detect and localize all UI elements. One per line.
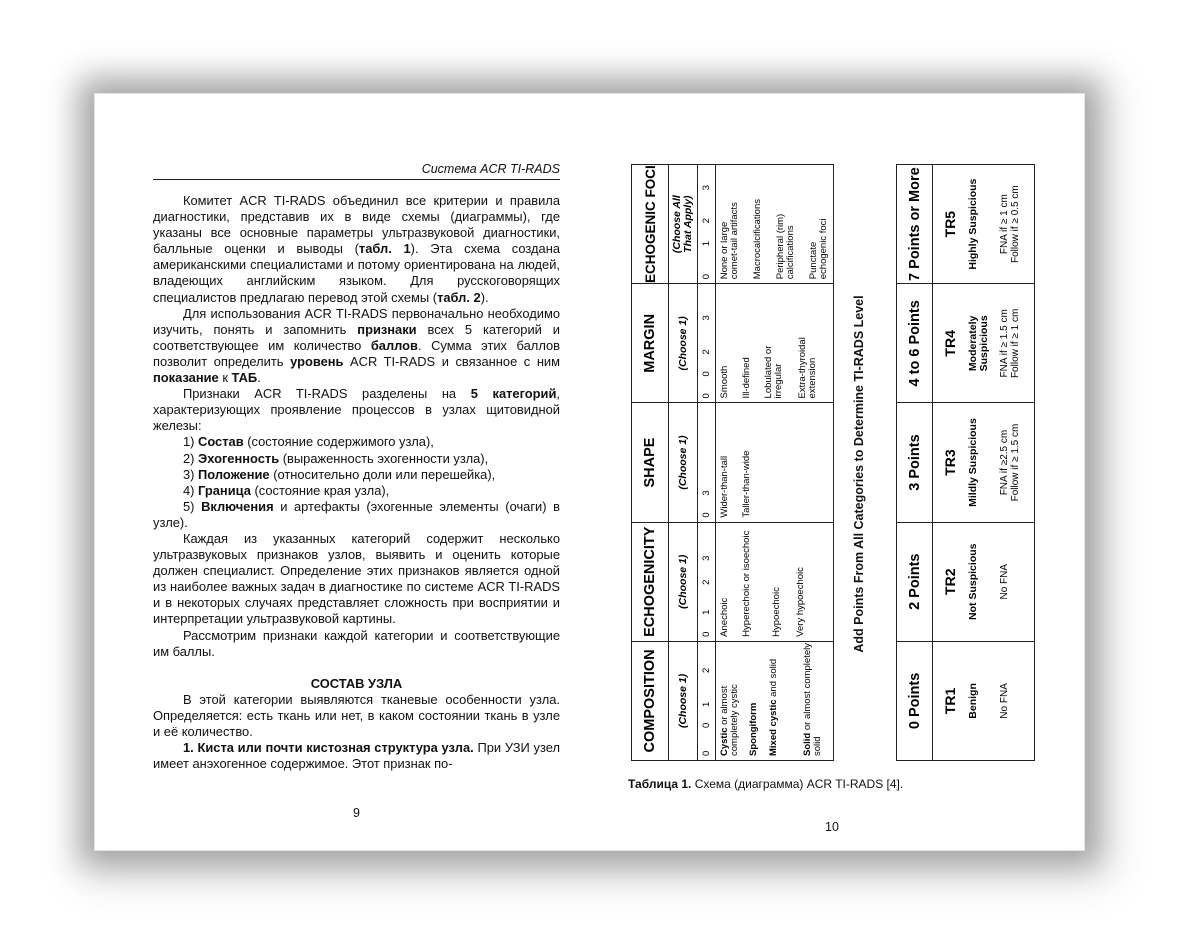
level-tr2 [933,522,1035,641]
bold-term: Эхогенность [198,450,280,466]
risk-label: Benign [967,683,979,719]
list-item [153,499,560,531]
table-ref-link: табл. 2 [437,289,481,305]
bold-term: Граница [198,482,251,498]
score-strip-echogenic-foci [698,165,716,284]
text-run: всех 5 категорий и соответствующее им количество [153,321,560,353]
bold-term: признаки [357,321,417,337]
bold-term: показание [153,370,219,386]
follow-recommendation: Follow if ≥ 1 cm [1010,308,1021,379]
page-number-left: 9 [353,806,360,820]
header-composition: COMPOSITION [632,641,669,760]
tr-label: TR4 [942,330,958,357]
bold-term: Включения [201,498,274,514]
item-none-comet-tail: None or large comet-tail artifacts [719,202,740,280]
text-run: ACR TI-RADS и связанное с ним [343,353,560,369]
item-punctate: Punctate echogenic foci [808,218,829,280]
item-peripheral-rim: Peripheral (rim) calcifications [775,213,796,280]
list-item [153,483,560,499]
score-value: 2 [701,579,712,585]
bold-term: 1. Киста или почти кистозная структура узла. [183,740,474,756]
list-item [153,434,560,450]
running-head: Система ACR TI-RADS [421,162,560,176]
item-macrocalcifications: Macrocalcifications [752,199,763,280]
score-value: 1 [701,701,712,707]
risk-label: Not Suspicious [967,543,979,620]
header-echogenicity: ECHOGENICITY [632,522,669,641]
score-value: 2 [701,667,712,673]
text-run: Комитет ACR TI-RADS объединил все критерии и правила диагностики, представив их в виде схемы (диаграммы), где указаны все основные параметры ультразвуковой диагностики, балльные оценки и выводы ( [153,193,560,257]
score-value: 3 [701,490,712,496]
table-ref-link: табл. 1 [358,241,411,257]
left-page-body [153,193,560,772]
paragraph-4: Каждая из указанных категорий содержит несколько ультразвуковых признаков узлов, выявить и оценить которые должен специалист. Определение этих признаков является одной из наиболее важных задач в диагностике по системе ACR TI-RADS и в некоторых случаях представляет сложность при восприятии и интерпретации ультразвуковой картины. [153,530,560,627]
fna-recommendation: No FNA [999,563,1010,600]
points-3: 3 Points [897,403,933,522]
bold-term: баллов [370,337,418,353]
points-4-6: 4 to 6 Points [897,284,933,403]
level-tr1 [933,641,1035,760]
tr-label: TR2 [942,568,958,595]
score-value: 2 [701,217,712,224]
choose-label: (Choose All That Apply) [669,165,698,284]
items-shape [716,403,834,522]
choose-label: (Choose 1) [669,522,698,641]
item-anechoic: Anechoic [719,597,730,637]
text-run: к [218,370,232,386]
add-points-label: Add Points From All Categories to Determine TI-RADS Level [852,295,866,653]
choose-label: (Choose 1) [669,284,698,403]
items-composition [716,641,834,760]
list-item [153,467,560,483]
score-value: 0 [701,371,712,377]
risk-label: Moderately Suspicious [967,315,990,372]
list-item [153,451,560,467]
item-taller-than-wide: Taller-than-wide [741,450,752,518]
item-solid: Solid or almost completely solid [802,643,823,756]
text-run: и артефакты (эхогенные элементы (очаги) в узле). [153,498,560,530]
fna-recommendation: FNA if ≥2.5 cm [999,429,1010,496]
score-value: 3 [701,555,712,561]
text-run: При УЗИ узел имеет анэхогенное содержимое. Этот признак по- [153,740,561,772]
bold-term: ТАБ [231,370,258,386]
score-value: 0 [701,512,712,518]
score-value: 0 [701,750,712,756]
score-value: 0 [701,393,712,399]
text-run: (состояние содержимого узла), [243,434,434,450]
header-shape: SHAPE [632,403,669,522]
fna-recommendation: FNA if ≥ 1 cm [999,194,1010,255]
paragraph-3 [153,386,560,434]
item-hyperechoic: Hyperechoic or isoechoic [741,530,752,637]
caption-text: Схема (диаграмма) ACR TI-RADS [4]. [691,777,904,791]
item-ill-defined: Ill-defined [741,357,752,399]
text-run: Признаки ACR TI-RADS разделены на [183,386,471,402]
fna-recommendation: No FNA [999,683,1010,719]
level-tr4 [933,284,1035,403]
list-number: 3) [183,466,199,482]
item-cystic: Cystic or almost completely cystic [719,684,740,756]
header-margin: MARGIN [632,284,669,403]
acr-tirads-criteria-table [631,164,834,761]
item-wider-than-tall: Wider-than-tall [719,455,730,518]
score-strip-shape [698,403,716,522]
fna-recommendation: FNA if ≥ 1.5 cm [999,309,1010,378]
item-extra-thyroidal: Extra-thyroidal extension [797,337,818,399]
text-run: (состояние края узла), [250,482,390,498]
risk-label: Highly Suspicious [967,178,979,270]
paragraph-1 [153,193,560,306]
item-spongiform: Spongiform [748,702,759,756]
header-echogenic-foci: ECHOGENIC FOCI [632,165,669,284]
bold-term: Положение [198,466,270,482]
text-run: Для использования ACR TI-RADS первоначально необходимо изучить, понять и запомнить [153,305,560,337]
tr-label: TR5 [942,210,958,238]
page-number-right: 10 [825,820,839,834]
score-value: 0 [701,722,712,728]
paragraph-6: В этой категории выявляются тканевые особенности узла. Определяется: есть ткань или нет, в каком состоянии ткань в узле и её количество. [153,691,560,739]
score-value: 0 [701,631,712,637]
follow-recommendation: Follow if ≥ 1.5 cm [1010,423,1021,502]
item-very-hypoechoic: Very hypoechoic [795,567,806,637]
bold-term: уровень [290,353,344,369]
section-title: СОСТАВ УЗЛА [310,675,403,691]
score-value: 0 [701,273,712,280]
table-caption [628,777,903,791]
score-value: 2 [701,349,712,355]
text-run: . Сумма этих баллов позволит определить [153,337,561,369]
tr-label: TR1 [942,687,958,715]
item-smooth: Smooth [719,365,730,399]
text-run: ). [480,289,489,305]
item-hypoechoic: Hypoechoic [771,587,782,637]
points-7-plus: 7 Points or More [897,165,933,284]
score-strip-echogenicity [698,522,716,641]
points-0: 0 Points [897,641,933,760]
caption-label: Таблица 1. [628,777,692,791]
item-lobulated: Lobulated or irregular [763,345,784,399]
items-echogenic-foci [716,165,834,284]
list-number: 2) [183,450,199,466]
paragraph-7 [153,740,560,772]
follow-recommendation: Follow if ≥ 0.5 cm [1010,185,1021,263]
list-number: 5) [183,498,202,514]
header-rule [153,179,560,180]
tirads-levels-table [896,164,1035,761]
score-value: 3 [701,184,712,191]
text-run: (относительно доли или перешейка), [269,466,496,482]
text-run: (выраженность эхогенности узла), [279,450,489,466]
items-margin [716,284,834,403]
text-run: , характеризующих проявление процессов в узлах щитовидной железы: [153,386,560,434]
level-tr3 [933,403,1035,522]
choose-label: (Choose 1) [669,641,698,760]
risk-label: Mildly Suspicious [967,418,979,507]
paragraph-5: Рассмотрим признаки каждой категории и соответствующие им баллы. [153,627,560,659]
points-2: 2 Points [897,522,933,641]
text-run: . [257,370,261,386]
list-number: 1) [183,434,199,450]
score-value: 1 [701,240,712,247]
score-strip-composition [698,641,716,760]
choose-label: (Choose 1) [669,403,698,522]
paragraph-2 [153,306,560,386]
score-value: 3 [701,315,712,321]
item-mixed: Mixed cystic and solid [768,658,779,756]
level-tr5 [933,165,1035,284]
score-value: 1 [701,609,712,615]
list-number: 4) [183,482,199,498]
score-strip-margin [698,284,716,403]
bold-term: 5 категорий [470,386,557,402]
bold-term: Состав [198,434,244,450]
tr-label: TR3 [942,449,958,476]
book-spread [94,93,1085,851]
items-echogenicity [716,522,834,641]
left-page [153,94,560,852]
text-run: ). Эта схема создана американскими специалистами и потому ориентирована на людей, владеющих английским языком. Для русскоговорящих специалистов предлагаю перевод этой схемы ( [153,241,560,305]
